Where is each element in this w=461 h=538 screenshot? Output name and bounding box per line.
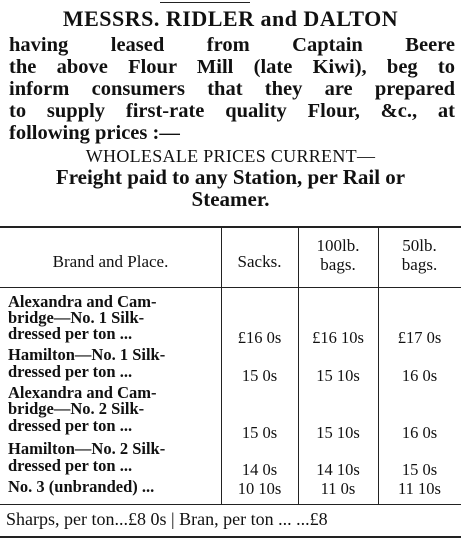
row1-brand-line2: bridge—No. 1 Silk- (8, 308, 145, 327)
header-100lb-line1: 100lb. (316, 236, 360, 255)
row4-100lb: 14 10s (316, 460, 360, 479)
wholesale-heading: WHOLESALE PRICES CURRENT— (85, 146, 376, 166)
row4-sacks: 14 0s (241, 460, 278, 479)
body-line-4: to supply first-rate quality Flour, &c., at (9, 100, 455, 122)
body-line-2: the above Flour Mill (late Kiwi), beg to (9, 56, 455, 78)
row4-brand-line2: dressed per ton ... (8, 456, 133, 475)
sharps-price: Sharps, per ton...£8 0s (6, 509, 167, 529)
row2-brand-line1: Hamilton—No. 1 Silk- (8, 345, 166, 364)
bran-price: Bran, per ton ... ...£8 (179, 509, 328, 529)
row4-50lb: 15 0s (401, 460, 438, 479)
row2-sacks: 15 0s (241, 366, 278, 385)
row1-100lb: £16 10s (312, 328, 364, 347)
freight-line-1: Freight paid to any Station, per Rail or (55, 165, 406, 189)
row1-50lb: £17 0s (397, 328, 442, 347)
row3-100lb: 15 10s (316, 423, 360, 442)
header-50lb-line2: bags. (401, 255, 438, 274)
advert-headline: MESSRS. RIDLER and DALTON (62, 6, 399, 31)
top-rule (160, 2, 250, 3)
table-top-rule (0, 226, 461, 228)
freight-note (0, 166, 461, 210)
body-line-1: having leased from Captain Beere (9, 34, 455, 56)
row3-50lb: 16 0s (401, 423, 438, 442)
header-sacks: Sacks. (237, 252, 282, 271)
row2-50lb: 16 0s (401, 366, 438, 385)
row5-50lb: 11 10s (398, 479, 441, 498)
row1-sacks: £16 0s (237, 328, 282, 347)
row3-brand-line1: Alexandra and Cam- (8, 383, 157, 402)
row3-sacks: 15 0s (241, 423, 278, 442)
row5-100lb: 11 0s (320, 479, 356, 498)
header-bottom-rule (0, 287, 461, 288)
body-line-5: following prices :— (9, 122, 180, 144)
table-bottom-rule (0, 504, 461, 505)
row4-brand-line1: Hamilton—No. 2 Silk- (8, 439, 166, 458)
header-brand: Brand and Place. (52, 252, 169, 271)
row5-brand-line1: No. 3 (unbranded) ... (8, 477, 155, 496)
row2-brand-line2: dressed per ton ... (8, 362, 133, 381)
header-50lb-line1: 50lb. (402, 236, 437, 255)
footer-prices (6, 509, 458, 530)
row2-100lb: 15 10s (316, 366, 360, 385)
body-line-3: inform consumers that they are prepared (9, 78, 455, 100)
row1-brand-line1: Alexandra and Cam- (8, 292, 157, 311)
freight-line-2: Steamer. (191, 187, 270, 211)
advert-body (9, 34, 455, 144)
row3-brand-line2: bridge—No. 2 Silk- (8, 399, 145, 418)
row3-brand-line3: dressed per ton ... (8, 416, 133, 435)
row1-brand-line3: dressed per ton ... (8, 324, 133, 343)
row5-sacks: 10 10s (237, 479, 282, 498)
footer-divider: | (171, 509, 175, 529)
header-100lb-line2: bags. (320, 255, 356, 274)
